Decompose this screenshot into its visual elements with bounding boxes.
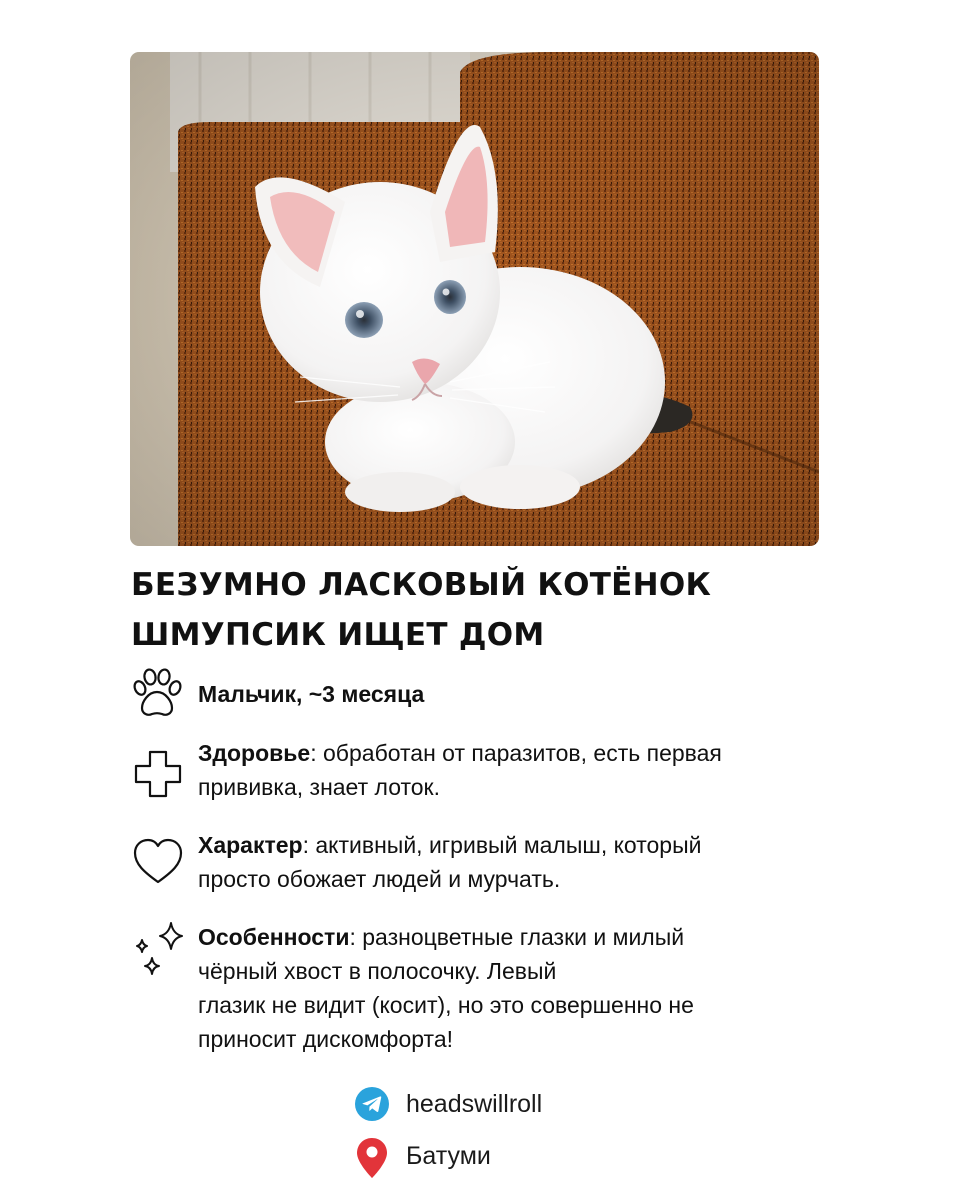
info-health	[130, 736, 810, 816]
paw-icon	[130, 666, 186, 722]
character-label: Характер	[198, 832, 303, 858]
telegram-contact[interactable]	[354, 1084, 614, 1124]
kitten-photo	[130, 52, 819, 546]
gender-age-text	[198, 677, 808, 711]
features-line-1: разноцветные глазки и милый	[362, 924, 685, 950]
info-gender-age	[130, 666, 810, 726]
telegram-handle[interactable]: headswillroll	[406, 1090, 543, 1118]
health-line-2: прививка, знает лоток.	[198, 774, 440, 800]
location-pin-icon	[354, 1136, 392, 1176]
features-label: Особенности	[198, 924, 350, 950]
health-line-1: обработан от паразитов, есть первая	[323, 740, 722, 766]
info-features	[130, 920, 810, 1060]
title-line-1: БЕЗУМНО ЛАСКОВЫЙ КОТЁНОК	[131, 567, 712, 603]
features-line-3: глазик не видит (косит), но это совершенно не	[198, 992, 694, 1018]
heart-icon	[130, 834, 186, 890]
features-line-2: чёрный хвост в полосочку. Левый	[198, 958, 557, 984]
health-text: Здоровье: обработан от паразитов, есть первая прививка, знает лоток.	[198, 736, 808, 804]
features-text: Особенности: разноцветные глазки и милый чёрный хвост в полосочку. Левый глазик не видит (косит), но это совершенно не приносит дискомфорта!	[198, 920, 808, 1056]
title-line-2: ШМУПСИК ИЩЕТ ДОМ	[131, 617, 545, 653]
character-text: Характер: активный, игривый малыш, который просто обожает людей и мурчать.	[198, 828, 808, 896]
telegram-icon	[354, 1084, 392, 1124]
character-line-2: просто обожает людей и мурчать.	[198, 866, 561, 892]
sparkles-icon	[130, 920, 186, 976]
location-contact	[354, 1136, 554, 1176]
health-label: Здоровье	[198, 740, 311, 766]
info-character	[130, 828, 810, 908]
character-line-1: активный, игривый малыш, который	[315, 832, 702, 858]
location-city: Батуми	[406, 1142, 491, 1170]
page-title	[131, 560, 831, 660]
medical-cross-icon	[130, 746, 186, 802]
gender-age-value: Мальчик, ~3 месяца	[198, 681, 425, 707]
features-line-4: приносит дискомфорта!	[198, 1026, 454, 1052]
